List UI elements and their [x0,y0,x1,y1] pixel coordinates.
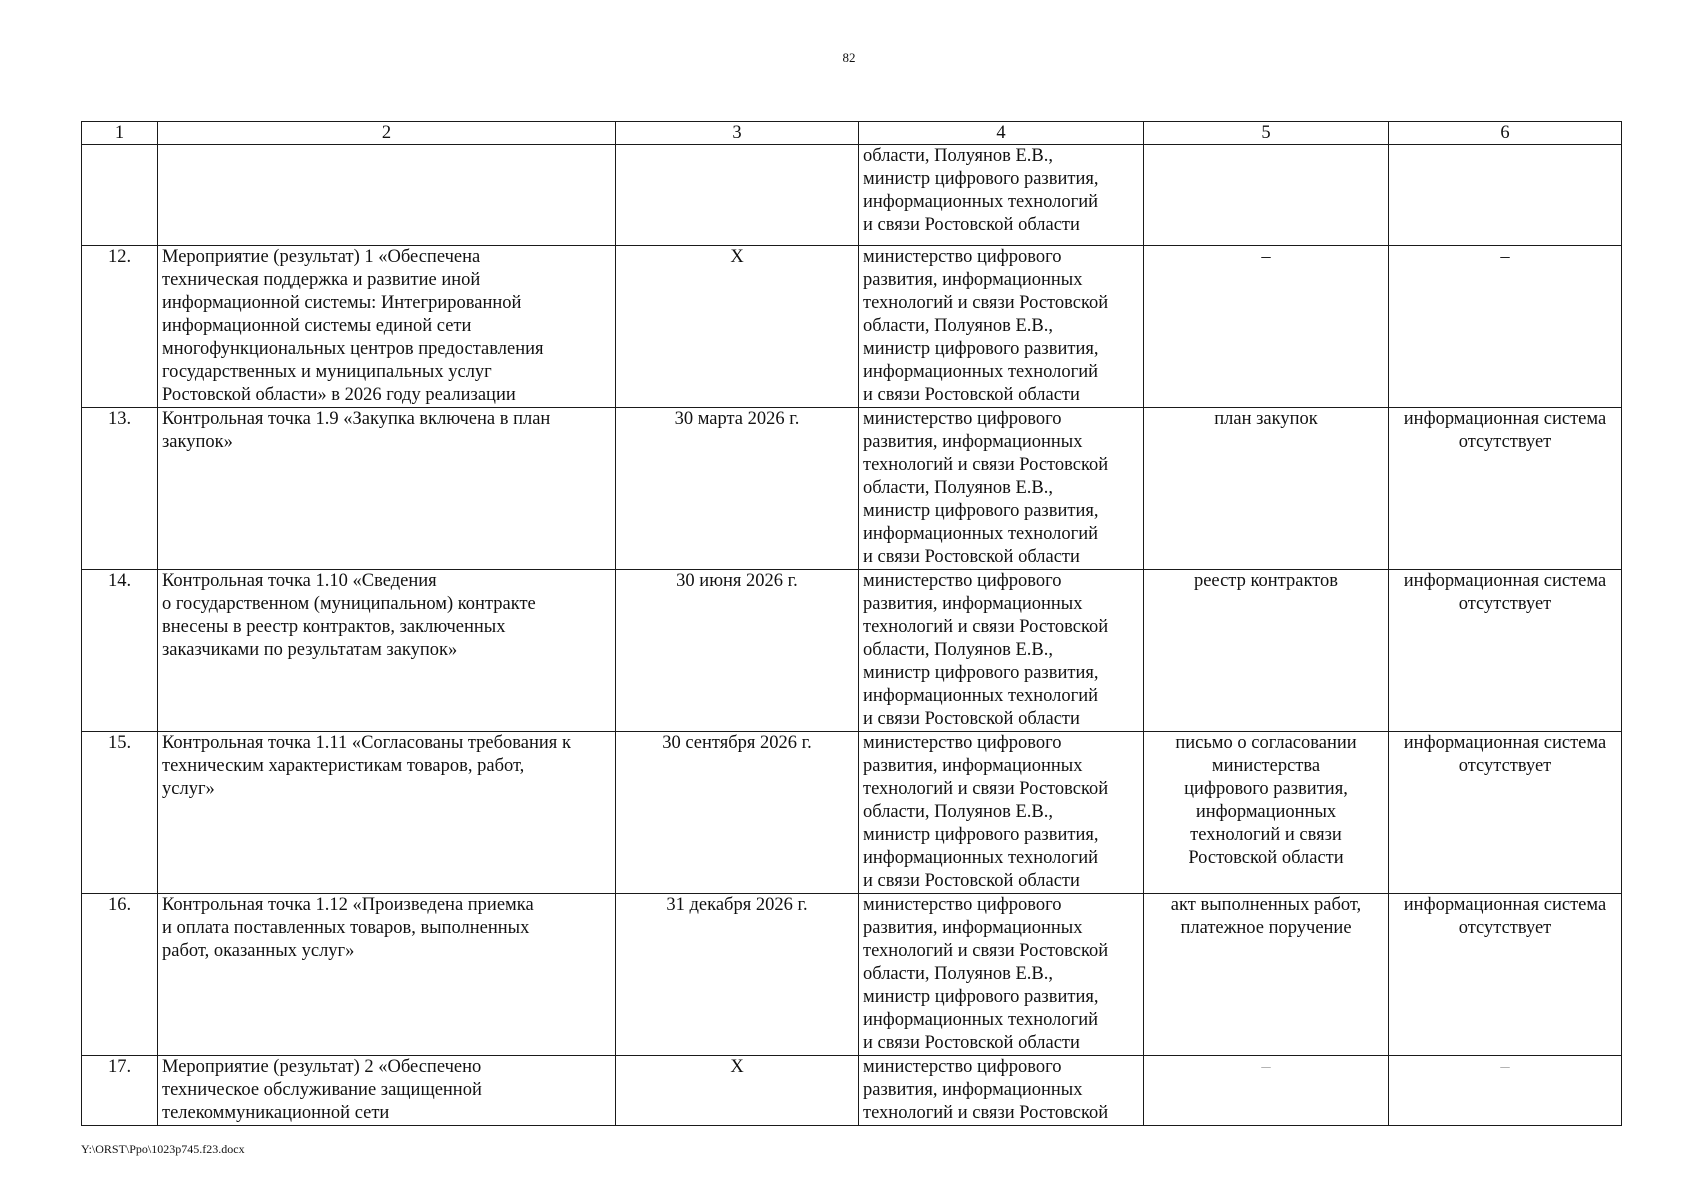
table-row-13 [82,408,1622,570]
responsible-executor: министерство цифрового развития, информационных технологий и связи Ростовской области, Полуянов Е.В., министр цифрового развития, информационных технологий и связи Ростовской области [859,570,1144,732]
header-cell-1: 1 [82,122,158,145]
responsible-executor: министерство цифрового развития, информационных технологий и связи Ростовской области, Полуянов Е.В., министр цифрового развития, информационных технологий и связи Ростовской области [859,732,1144,894]
measure-name: Контрольная точка 1.11 «Согласованы требования к техническим характеристикам товаров, работ, услуг» [158,732,616,894]
measure-name: Контрольная точка 1.9 «Закупка включена в план закупок» [158,408,616,570]
footer-file-path: Y:\ORST\Ppo\1023p745.f23.docx [81,1142,245,1156]
deadline [616,145,859,246]
information-system: информационная система отсутствует [1389,732,1622,894]
responsible-executor: министерство цифрового развития, информационных технологий и связи Ростовской [859,1056,1144,1126]
confirming-document: план закупок [1144,408,1389,570]
table-row-continuation [82,145,1622,246]
deadline: X [616,1056,859,1126]
measure-name: Мероприятие (результат) 1 «Обеспечена техническая поддержка и развитие иной информационной системы: Интегрированной информационной системы единой сети многофункциональных центров предоставления государственных и муниципальных услуг Ростовской области» в 2026 году реализации [158,246,616,408]
responsible-executor: министерство цифрового развития, информационных технологий и связи Ростовской области, Полуянов Е.В., министр цифрового развития, информационных технологий и связи Ростовской области [859,246,1144,408]
confirming-document [1144,145,1389,246]
table-row-12 [82,246,1622,408]
confirming-document: акт выполненных работ, платежное поручение [1144,894,1389,1056]
table-row-17 [82,1056,1622,1126]
measure-name: Мероприятие (результат) 2 «Обеспечено техническое обслуживание защищенной телекоммуникационной сети [158,1056,616,1126]
responsible-executor: министерство цифрового развития, информационных технологий и связи Ростовской области, Полуянов Е.В., министр цифрового развития, информационных технологий и связи Ростовской области [859,894,1144,1056]
responsible-executor: области, Полуянов Е.В., министр цифрового развития, информационных технологий и связи Ростовской области [859,145,1144,246]
header-cell-3: 3 [616,122,859,145]
information-system: информационная система отсутствует [1389,570,1622,732]
measure-name: Контрольная точка 1.12 «Произведена приемка и оплата поставленных товаров, выполненных работ, оказанных услуг» [158,894,616,1056]
row-number: 12. [82,246,158,408]
header-cell-6: 6 [1389,122,1622,145]
information-system [1389,145,1622,246]
header-cell-4: 4 [859,122,1144,145]
deadline: 30 сентября 2026 г. [616,732,859,894]
information-system: информационная система отсутствует [1389,408,1622,570]
row-number: 14. [82,570,158,732]
confirming-document: – [1144,1056,1389,1126]
row-number: 17. [82,1056,158,1126]
deadline: 30 марта 2026 г. [616,408,859,570]
confirming-document: – [1144,246,1389,408]
row-number [82,145,158,246]
page-number: 82 [842,50,856,65]
information-system: – [1389,1056,1622,1126]
header-row [82,122,1622,145]
measure-name: Контрольная точка 1.10 «Сведения о государственном (муниципальном) контракте внесены в реестр контрактов, заключенных заказчиками по результатам закупок» [158,570,616,732]
information-system: – [1389,246,1622,408]
row-number: 16. [82,894,158,1056]
confirming-document: реестр контрактов [1144,570,1389,732]
row-number: 15. [82,732,158,894]
table-row-15 [82,732,1622,894]
header-cell-5: 5 [1144,122,1389,145]
deadline: 30 июня 2026 г. [616,570,859,732]
table-row-16 [82,894,1622,1056]
information-system: информационная система отсутствует [1389,894,1622,1056]
deadline: X [616,246,859,408]
responsible-executor: министерство цифрового развития, информационных технологий и связи Ростовской области, Полуянов Е.В., министр цифрового развития, информационных технологий и связи Ростовской области [859,408,1144,570]
row-number: 13. [82,408,158,570]
table-row-14 [82,570,1622,732]
deadline: 31 декабря 2026 г. [616,894,859,1056]
measures-table [81,121,1622,1126]
measure-name [158,145,616,246]
header-cell-2: 2 [158,122,616,145]
confirming-document: письмо о согласовании министерства цифрового развития, информационных технологий и связи Ростовской области [1144,732,1389,894]
